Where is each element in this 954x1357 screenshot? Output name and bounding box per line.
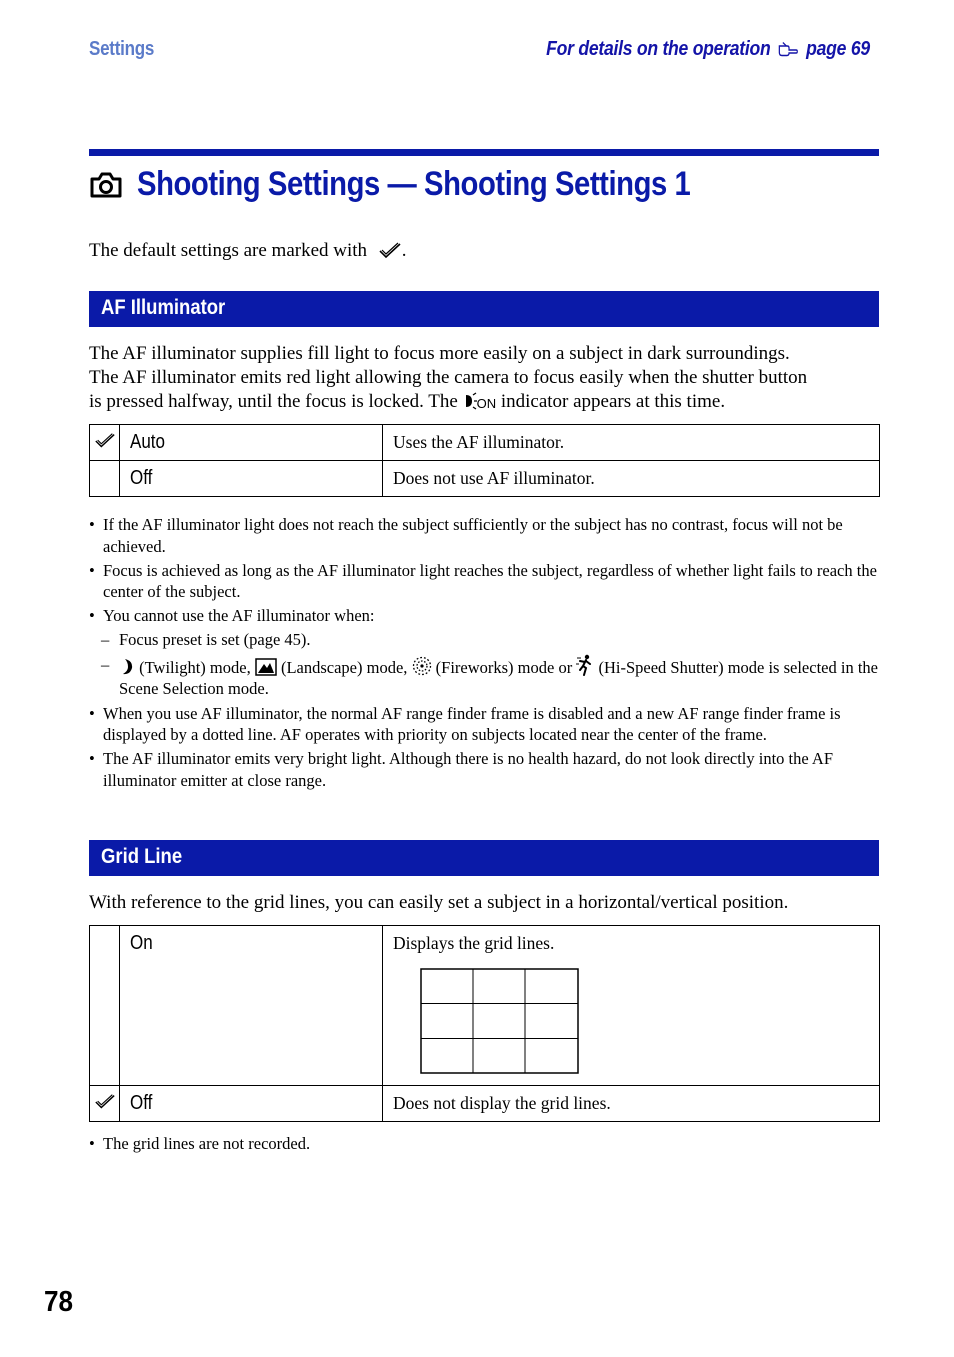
default-note-suffix: . [401,240,407,261]
page-title: Shooting Settings — Shooting Settings 1 [137,164,691,203]
fireworks-mode-text: (Fireworks) mode or [435,657,573,677]
default-note-text: The default settings are marked with [89,240,368,261]
grid-line-heading: Grid Line [101,845,183,868]
checkmark-icon [378,242,402,260]
camera-icon [89,171,123,199]
default-mark-cell [90,425,120,461]
grid-line-heading-bar [89,840,879,876]
option-description: Uses the AF illuminator. [383,425,880,461]
option-name [120,1086,383,1122]
default-mark-cell [90,1086,120,1122]
af-illuminator-indicator-icon [463,392,497,410]
running-header-section: Settings [89,38,155,60]
option-name-text: On [130,932,153,954]
option-description: Does not display the grid lines. [383,1086,880,1122]
grid-intro-line: With reference to the grid lines, you can easily set a subject in a horizontal/vertical position. [89,892,789,913]
af-intro [89,342,884,414]
sub-note-item: – Focus preset is set (page 45). [101,630,311,649]
option-name [120,461,383,497]
note-item: • The AF illuminator emits very bright light. Although there is no health hazard, do not look directly into the AF illuminator emitter at close range. [89,748,879,791]
option-description-text: Displays the grid lines. [393,933,555,953]
landscape-icon [255,658,277,676]
twilight-mode-text: (Twilight) mode, [139,657,251,677]
option-name-text: Auto [130,431,165,453]
grid-notes [89,1133,879,1157]
grid-options-table [89,925,880,1122]
default-note [89,240,407,262]
hi-speed-shutter-icon [576,654,594,676]
grid-lines-illustration [420,968,580,1075]
twilight-moon-icon [119,658,135,676]
af-intro-line-3 [89,390,884,414]
af-notes [89,514,879,794]
grid-option-row-off[interactable] [90,1086,880,1122]
details-prefix: For details on the operation [546,38,771,60]
landscape-mode-text: (Landscape) mode, [280,657,408,677]
hi-speed-mode-text: (Hi-Speed Shutter) mode is selected in the Scene Selection mode. [119,657,878,698]
af-intro-line-3-after: indicator appears at this time. [500,391,726,412]
af-option-row-off[interactable] [90,461,880,497]
note-item: • You cannot use the AF illuminator when: [89,605,879,627]
checkmark-icon [94,432,116,450]
af-option-row-auto[interactable] [90,425,880,461]
running-header-details[interactable] [546,38,870,61]
default-mark-cell [90,926,120,1086]
grid-intro [89,891,884,915]
sub-note-item: – (Twilight) mode, (Landscape) mode, (Fireworks) mode or (Hi-Speed Shutter) mode is selected in the Scene Selection mode. [101,654,878,698]
checkmark-icon [94,1093,116,1111]
af-intro-line-2: The AF illuminator emits red light allowing the camera to focus easily when the shutter button [89,367,808,388]
option-description: Does not use AF illuminator. [383,461,880,497]
af-lamp-icon [463,392,477,410]
option-name-text: Off [130,467,153,489]
af-indicator-on-label: ON [476,396,497,411]
note-item: • If the AF illuminator light does not reach the subject sufficiently or the subject has no contrast, focus will not be achieved. [89,514,879,557]
sub-note-text: Focus preset is set (page 45). [119,630,311,649]
details-page-link[interactable]: page 69 [806,38,870,60]
note-item: • Focus is achieved as long as the AF illuminator light reaches the subject, regardless of whether light fails to reach the center of the subject. [89,560,879,603]
fireworks-icon [412,656,432,676]
title-rule [89,149,879,156]
af-intro-line-1: The AF illuminator supplies fill light to focus more easily on a subject in dark surroundings. [89,343,790,364]
af-options-table [89,424,880,497]
note-item: • The grid lines are not recorded. [89,1133,879,1155]
pointing-hand-icon [779,41,798,57]
option-name [120,425,383,461]
note-item: • When you use AF illuminator, the normal AF range finder frame is disabled and a new AF range finder frame is displayed by a dotted line. AF operates with priority on subjects located near the center of the frame. [89,703,879,746]
option-name-text: Off [130,1092,153,1114]
option-description [383,926,880,1086]
option-name [120,926,383,1086]
grid-option-row-on[interactable] [90,926,880,1086]
af-intro-line-3-before: is pressed halfway, until the focus is locked. The [89,391,458,412]
default-mark-cell [90,461,120,497]
page-title-block [89,162,780,206]
page-number: 78 [44,1286,74,1318]
af-illuminator-heading: AF Illuminator [101,296,226,319]
af-illuminator-heading-bar [89,291,879,327]
